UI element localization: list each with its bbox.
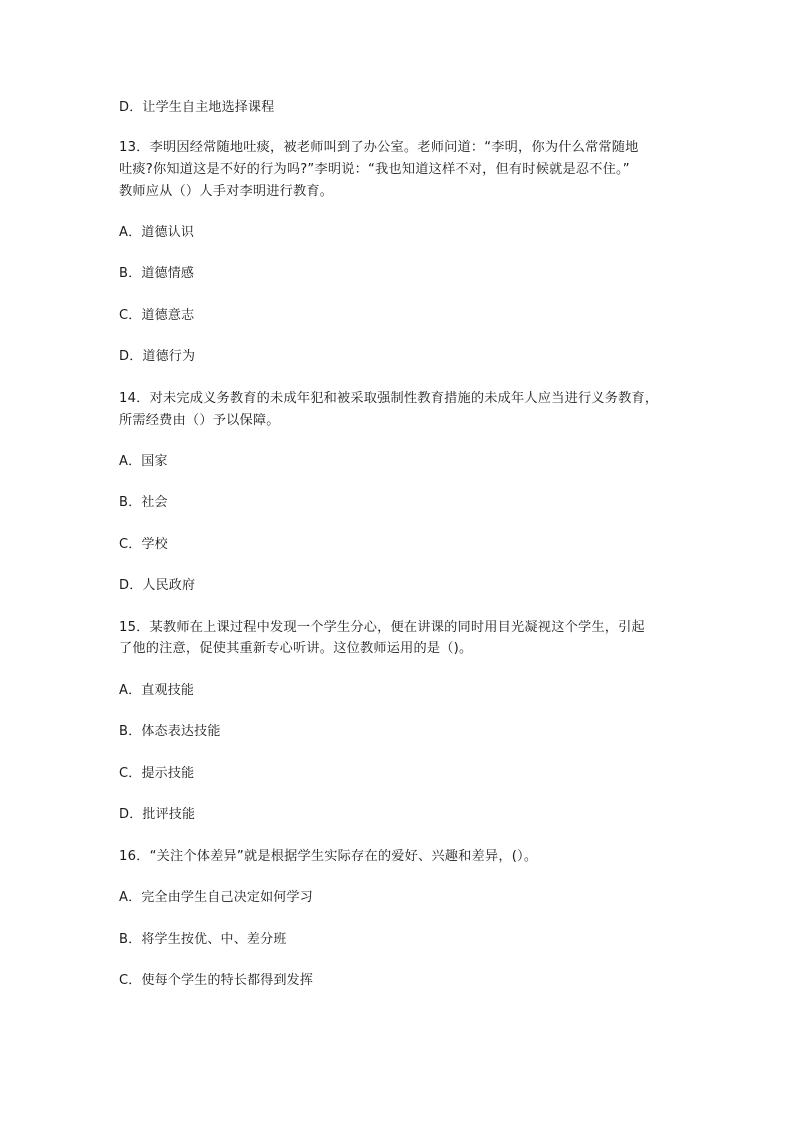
question-16-text: 16．“关注个体差异”就是根据学生实际存在的爱好、兴趣和差异，(）。 [119, 849, 538, 864]
option-c: C．提示技能 [119, 766, 195, 781]
option-c: C．学校 [119, 537, 168, 552]
option-b: B．体态表达技能 [119, 724, 221, 739]
option-d: D．批评技能 [119, 807, 196, 822]
question-13-text: 教师应从（）人手对李明进行教育。 [119, 184, 334, 199]
option-c: C．使每个学生的特长都得到发挥 [119, 973, 314, 988]
question-15-text: 15．某教师在上课过程中发现一个学生分心，便在讲课的同时用目光凝视这个学生，引起 [119, 620, 645, 635]
question-14-text: 14．对未完成义务教育的未成年犯和被采取强制性教育措施的未成年人应当进行义务教育， [119, 391, 659, 406]
option-b: B．将学生按优、中、差分班 [119, 932, 287, 947]
option-b: B．道德情感 [119, 266, 195, 281]
option-c: C．道德意志 [119, 308, 195, 323]
option-d: D．让学生自主地选择课程 [119, 100, 275, 115]
option-d: D．人民政府 [119, 578, 196, 593]
option-d: D．道德行为 [119, 349, 196, 364]
option-a: A．道德认识 [119, 225, 195, 240]
question-14-text: 所需经费由（）予以保障。 [119, 413, 280, 428]
option-b: B．社会 [119, 495, 168, 510]
option-a: A．完全由学生自己决定如何学习 [119, 890, 313, 905]
option-a: A．国家 [119, 454, 168, 469]
question-13-text: 13．李明因经常随地吐痰，被老师叫到了办公室。老师问道：“李明，你为什么常常随地 [119, 140, 639, 155]
question-13-text: 吐痰?你知道这是不好的行为吗?”李明说：“我也知道这样不对，但有时候就是忍不住。” [119, 162, 630, 177]
question-15-text: 了他的注意，促使其重新专心听讲。这位教师运用的是（)。 [119, 641, 473, 656]
option-a: A．直观技能 [119, 683, 195, 698]
